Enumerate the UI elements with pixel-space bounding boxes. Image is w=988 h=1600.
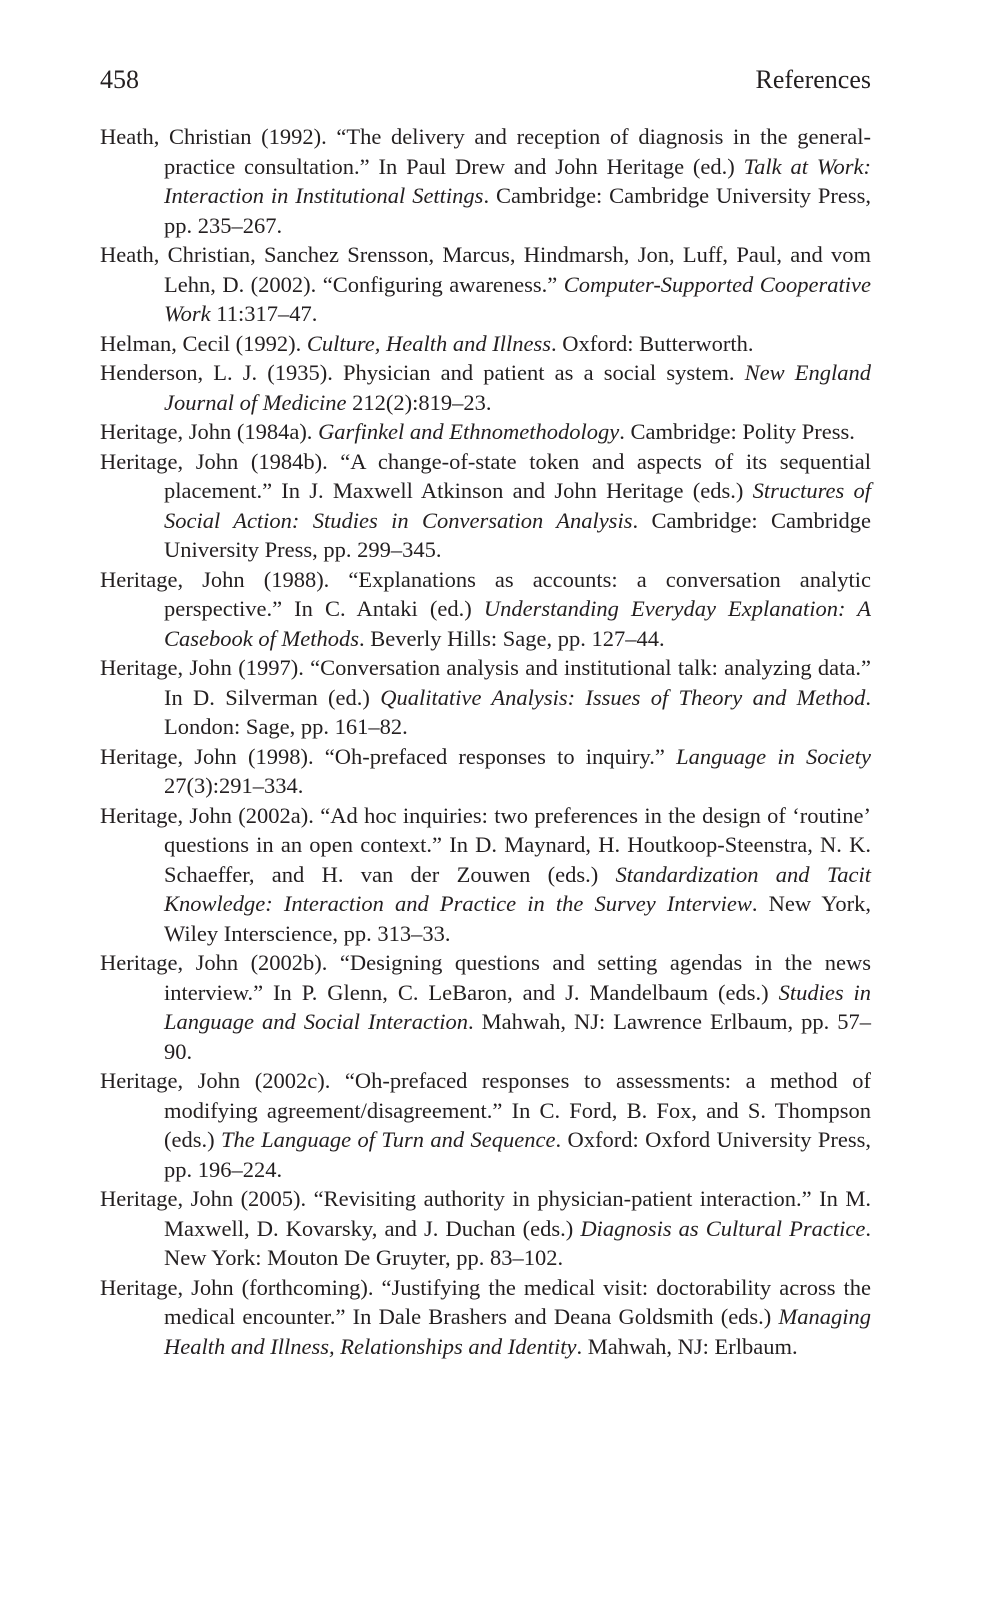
reference-text: Heritage, John (1988). “Explanations as accounts: a conversation analytic perspective.” In C. Antaki (ed.) bbox=[100, 566, 871, 621]
reference-entry bbox=[100, 653, 871, 742]
reference-title: Understanding Everyday Explanation: A Casebook of Methods bbox=[164, 596, 871, 651]
reference-text: . London: Sage, pp. 161–82. bbox=[164, 684, 871, 739]
reference-title: Culture, Health and Illness bbox=[306, 330, 551, 356]
reference-entry bbox=[100, 358, 871, 417]
reference-entry bbox=[100, 948, 871, 1066]
section-title: References bbox=[755, 65, 871, 94]
reference-text: Heritage, John (1984b). “A change-of-state token and aspects of its sequential placement.” In J. Maxwell Atkinson and John Heritage (eds.) bbox=[100, 448, 871, 503]
reference-text: Heath, Christian (1992). “The delivery and reception of diagnosis in the general-practice consultation.” In Paul Drew and John Heritage (ed.) bbox=[100, 124, 871, 179]
reference-text: 212(2):819–23. bbox=[346, 389, 492, 415]
running-head bbox=[100, 62, 871, 98]
reference-title: New England Journal of Medicine bbox=[164, 360, 871, 415]
reference-text: . New York: Mouton De Gruyter, pp. 83–102. bbox=[164, 1215, 872, 1270]
reference-text: Heritage, John (2005). “Revisiting authority in physician-patient interaction.” In M. Maxwell, D. Kovarsky, and J. Duchan (eds.) bbox=[100, 1186, 871, 1241]
reference-title: Computer-Supported Cooperative Work bbox=[164, 271, 872, 326]
reference-entry bbox=[100, 565, 871, 654]
reference-entry bbox=[100, 447, 871, 565]
reference-text: . Oxford: Oxford University Press, pp. 196–224. bbox=[164, 1127, 871, 1182]
reference-entry bbox=[100, 417, 871, 447]
reference-text: Heritage, John (1997). “Conversation analysis and institutional talk: analyzing data.” In D. Silverman (ed.) bbox=[100, 655, 871, 710]
reference-text: . Cambridge: Polity Press. bbox=[619, 419, 855, 444]
reference-text: . Mahwah, NJ: Erlbaum. bbox=[576, 1333, 798, 1359]
reference-entry bbox=[100, 122, 871, 240]
book-page bbox=[100, 62, 871, 1361]
reference-title: Standardization and Tacit Knowledge: Interaction and Practice in the Survey Interview bbox=[164, 861, 872, 916]
reference-text: Heritage, John (2002c). “Oh-prefaced responses to assessments: a method of modifying agreement/disagreement.” In C. Ford, B. Fox, and S. Thompson (eds.) bbox=[100, 1068, 871, 1152]
reference-text: . Mahwah, NJ: Lawrence Erlbaum, pp. 57–90. bbox=[164, 1009, 871, 1064]
reference-text: 27(3):291–334. bbox=[164, 773, 304, 798]
reference-title: The Language of Turn and Sequence bbox=[221, 1127, 556, 1152]
reference-entry bbox=[100, 329, 871, 359]
reference-title: Language in Society bbox=[676, 743, 871, 769]
reference-entry bbox=[100, 801, 871, 949]
reference-text: Heritage, John (2002a). “Ad hoc inquiries: two preferences in the design of ‘routine’ questions in an open context.” In D. Maynard, H. Houtkoop-Steenstra, N. K. Schaeffer, and H. van der Zouwen (eds.) bbox=[100, 802, 871, 887]
reference-text: . Oxford: Butterworth. bbox=[550, 330, 754, 356]
reference-text: . New York, Wiley Interscience, pp. 313–33. bbox=[164, 891, 871, 946]
reference-text: Heritage, John (1998). “Oh-prefaced responses to inquiry.” bbox=[100, 743, 677, 769]
reference-title: Studies in Language and Social Interaction bbox=[164, 979, 872, 1034]
reference-title: Structures of Social Action: Studies in Conversation Analysis bbox=[164, 478, 871, 533]
reference-title: Garfinkel and Ethnomethodology bbox=[318, 419, 620, 444]
reference-list bbox=[100, 122, 871, 1361]
reference-entry bbox=[100, 1066, 871, 1184]
reference-title: Talk at Work: Interaction in Institutional Settings bbox=[164, 153, 871, 208]
reference-entry bbox=[100, 1273, 871, 1362]
reference-text: Heath, Christian, Sanchez Srensson, Marcus, Hindmarsh, Jon, Luff, Paul, and vom Lehn, D. (2002). “Configuring awareness.” bbox=[100, 242, 871, 297]
reference-title: Managing Health and Illness, Relationships and Identity bbox=[164, 1304, 871, 1359]
reference-text: Helman, Cecil (1992). bbox=[100, 330, 307, 356]
reference-text: Henderson, L. J. (1935). Physician and patient as a social system. bbox=[100, 360, 745, 385]
reference-entry bbox=[100, 742, 871, 801]
reference-entry bbox=[100, 1184, 871, 1273]
reference-text: Heritage, John (forthcoming). “Justifying the medical visit: doctorability across the medical encounter.” In Dale Brashers and Deana Goldsmith (eds.) bbox=[100, 1274, 871, 1329]
reference-text: . Cambridge: Cambridge University Press, pp. 299–345. bbox=[164, 507, 872, 562]
page-number: 458 bbox=[100, 65, 139, 94]
reference-entry bbox=[100, 240, 871, 329]
reference-title: Qualitative Analysis: Issues of Theory and Method bbox=[380, 684, 866, 710]
reference-text: . Beverly Hills: Sage, pp. 127–44. bbox=[358, 625, 665, 651]
reference-text: Heritage, John (1984a). bbox=[100, 419, 319, 444]
reference-text: . Cambridge: Cambridge University Press, pp. 235–267. bbox=[164, 183, 871, 238]
reference-text: Heritage, John (2002b). “Designing questions and setting agendas in the news interview.” In P. Glenn, C. LeBaron, and J. Mandelbaum (eds.) bbox=[100, 950, 871, 1005]
reference-text: 11:317–47. bbox=[210, 301, 318, 326]
reference-title: Diagnosis as Cultural Practice bbox=[580, 1215, 866, 1241]
